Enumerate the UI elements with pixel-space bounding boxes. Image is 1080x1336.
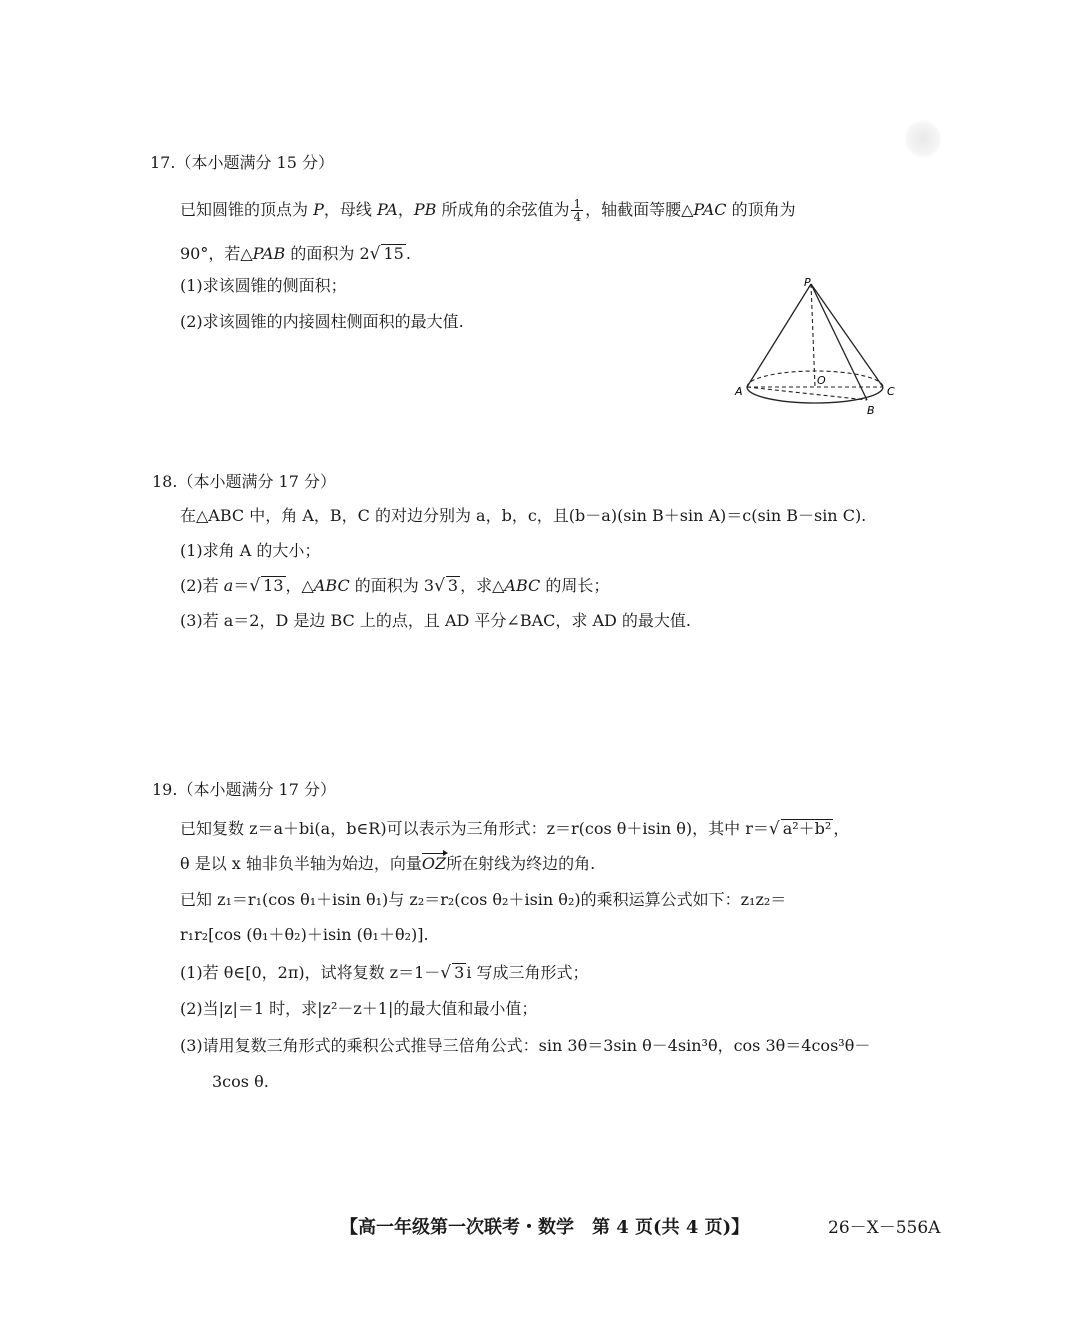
q19-stem-line4: r₁r₂[cos (θ₁＋θ₂)＋isin (θ₁＋θ₂)].	[180, 925, 429, 944]
q19-stem-line2: θ 是以 x 轴非负半轴为始边，向量OZ所在射线为终边的角.	[180, 854, 596, 873]
q19-stem-line1: 已知复数 z＝a＋bi(a，b∈R)可以表示为三角形式：z＝r(cos θ＋isin θ)，其中 r＝√ a²＋b² ，	[180, 819, 850, 839]
q19-stem-line3: 已知 z₁＝r₁(cos θ₁＋isin θ₁)与 z₂＝r₂(cos θ₂＋isin θ₂)的乘积运算公式如下：z₁z₂＝	[180, 890, 787, 909]
q17-part1: (1)求该圆锥的侧面积；	[180, 276, 347, 295]
q19-heading: 19.（本小题满分 17 分）	[152, 780, 336, 799]
vector-oz: OZ	[421, 854, 447, 873]
cone-figure	[725, 270, 905, 420]
q18-part3: (3)若 a＝2，D 是边 BC 上的点，且 AD 平分∠BAC，求 AD 的最大值.	[180, 611, 692, 630]
label-C: C	[887, 385, 895, 398]
q19-part3: (3)请用复数三角形式的乘积公式推导三倍角公式：sin 3θ＝3sin θ－4sin³θ，cos 3θ＝4cos³θ－	[180, 1036, 871, 1055]
q19-part1: (1)若 θ∈[0，2π)，试将复数 z＝1－√ 3 i 写成三角形式；	[180, 963, 589, 983]
label-O: O	[817, 374, 826, 387]
q17-stem-line1: 已知圆锥的顶点为 P，母线 PA，PB 所成角的余弦值为 $\frac{1}{4}$ ，轴截面等腰△PAC 的顶角为	[180, 197, 796, 224]
label-P: P	[804, 276, 811, 289]
label-B: B	[867, 404, 875, 417]
q18-part1: (1)求角 A 的大小；	[180, 541, 321, 560]
q19-part3-cont: 3cos θ.	[212, 1072, 269, 1091]
exam-code: 26－X－556A	[828, 1218, 941, 1238]
q18-part2: (2)若 a＝√ 13 ，△ABC 的面积为 3√ 3 ，求△ABC 的周长；	[180, 576, 610, 596]
fraction-one-quarter: $\frac{1}{4}$	[573, 197, 582, 224]
q18-stem: 在△ABC 中，角 A，B，C 的对边分别为 a，b，c，且(b－a)(sin B＋sin A)＝c(sin B－sin C).	[180, 506, 867, 525]
q19-part2: (2)当|z|＝1 时，求|z²－z＋1|的最大值和最小值；	[180, 999, 538, 1018]
q18-heading: 18.（本小题满分 17 分）	[152, 472, 336, 491]
page-footer: 【高一年级第一次联考・数学 第 4 页(共 4 页)】	[340, 1217, 750, 1238]
q17-heading: 17.（本小题满分 15 分）	[150, 153, 334, 172]
scan-smudge	[905, 120, 941, 158]
q17-stem-line2: 90°，若△PAB 的面积为 2√ 15 .	[180, 244, 411, 264]
q17-part2: (2)求该圆锥的内接圆柱侧面积的最大值.	[180, 312, 464, 331]
label-A: A	[735, 385, 743, 398]
